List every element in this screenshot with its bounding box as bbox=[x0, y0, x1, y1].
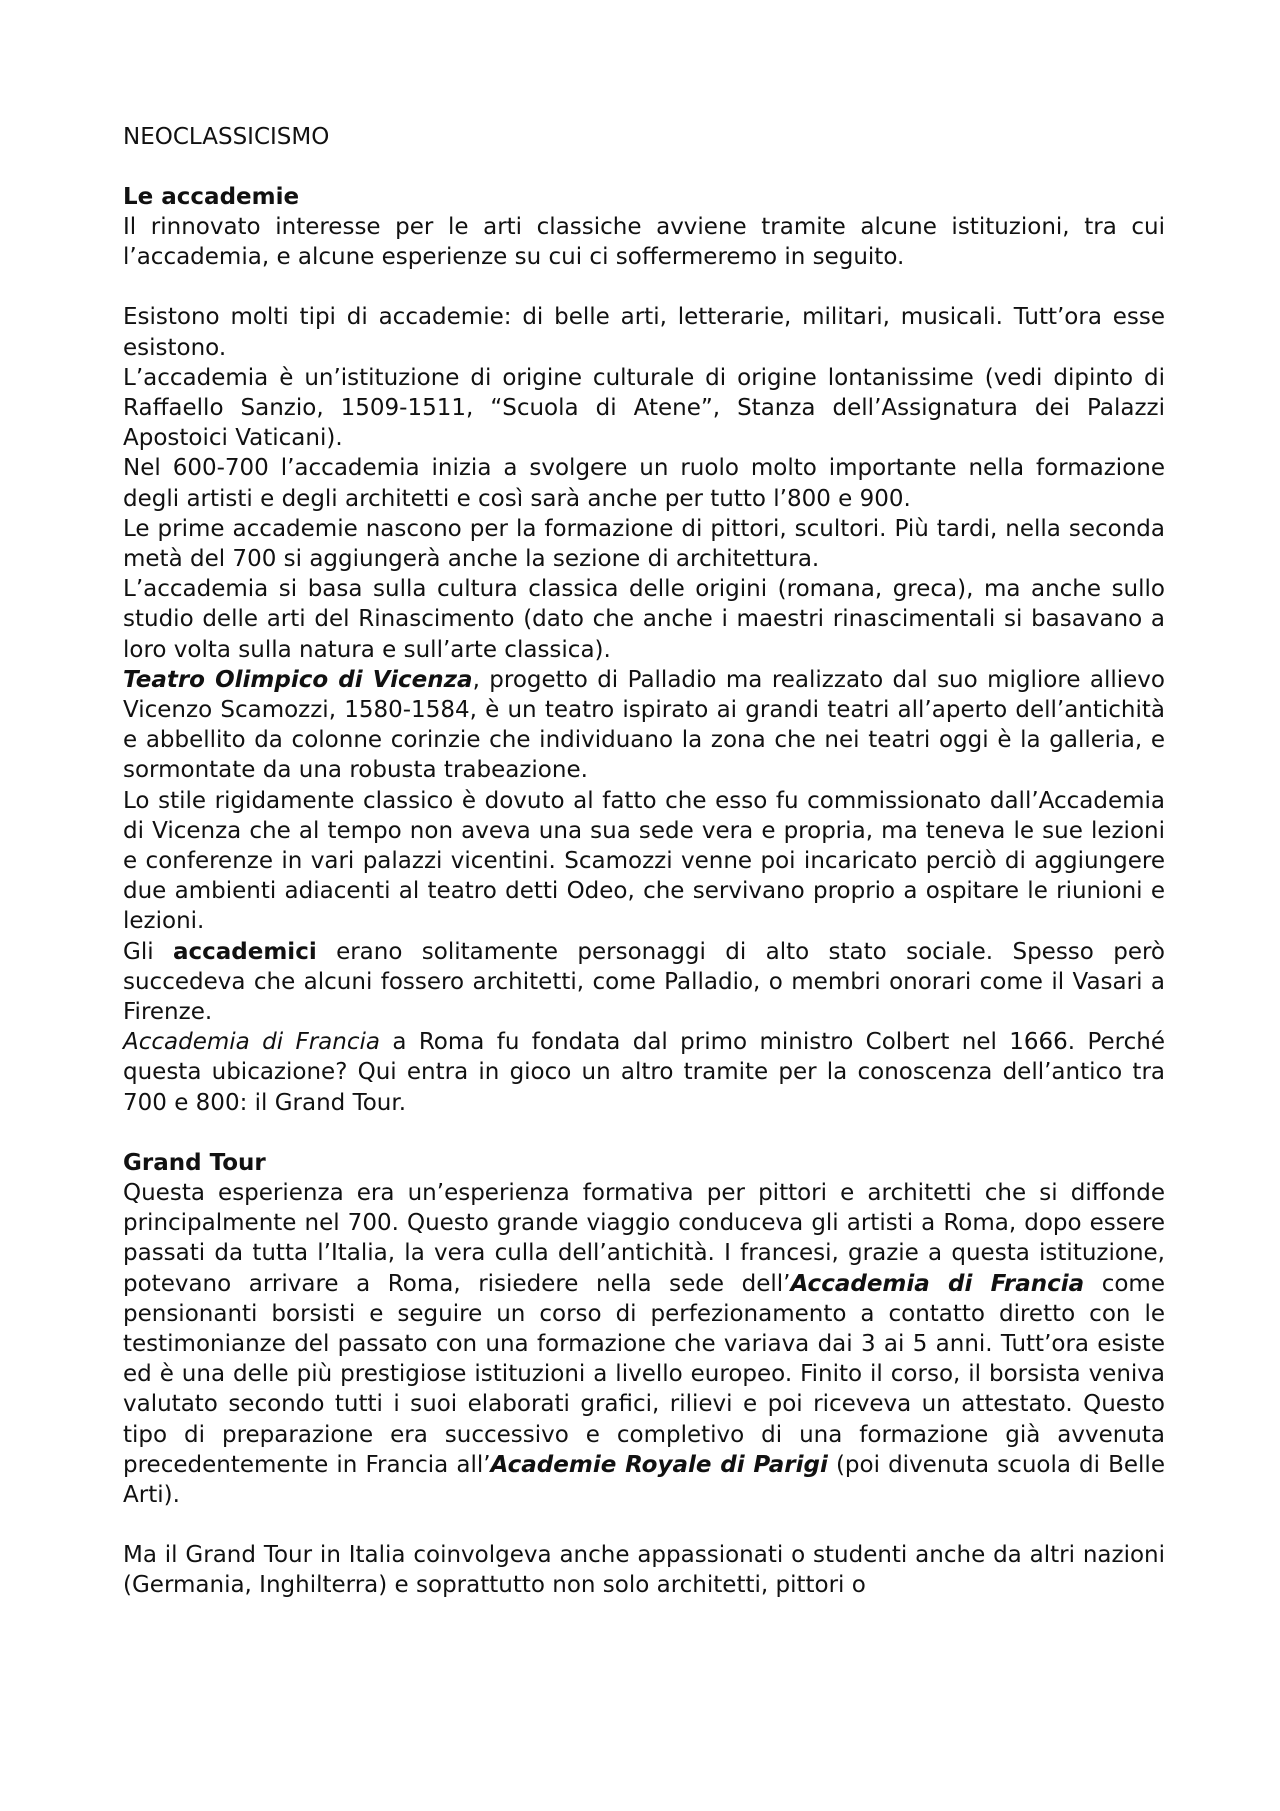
paragraph-spacer bbox=[123, 1510, 1165, 1540]
paragraph-spacer bbox=[123, 1118, 1165, 1148]
paragraph-text: come pensionanti borsisti e seguire un corso di perfezionamento a contatto diretto con le testimonianze del passato con una formazione che variava dai 3 ai 5 anni. Tutt’ora esiste ed è una delle più prestigiose istituzioni a livello europeo. Finito il corso, il borsista veniva valutato secondo tutti i suoi elaborati grafici, rilievi e poi riceveva un attestato. Questo tipo di preparazione era successivo e completivo di una formazione già avvenuta precedentemente in Francia all’ bbox=[123, 1270, 1165, 1478]
paragraph: Nel 600-700 l’accademia inizia a svolgere un ruolo molto importante nella formazione degli artisti e degli architetti e così sarà anche per tutto l’800 e 900. bbox=[123, 455, 1165, 512]
paragraph-text: erano solitamente personaggi di alto stato sociale. Spesso però succedeva che alcuni fossero architetti, come Palladio, o membri onorari come il Vasari a Firenze. bbox=[123, 938, 1165, 1026]
paragraph: Le prime accademie nascono per la formazione di pittori, scultori. Più tardi, nella seconda metà del 700 si aggiungerà anche la sezione di architettura. bbox=[123, 515, 1165, 573]
paragraph-text: Gli bbox=[123, 938, 173, 965]
paragraph-grand-tour bbox=[123, 1178, 1165, 1510]
paragraph-spacer bbox=[123, 272, 1165, 302]
paragraph-accademici bbox=[123, 937, 1165, 1028]
section-heading-accademie: Le accademie bbox=[123, 184, 300, 210]
paragraph: Lo stile rigidamente classico è dovuto al fatto che esso fu commissionato dall’Accademia di Vicenza che al tempo non aveva una sua sede vera e propria, ma teneva le sue lezioni e conferenze in vari palazzi vicentini. Scamozzi venne poi incaricato perciò di aggiungere due ambienti adiacenti al teatro detti Odeo, che servivano proprio a ospitare le riunioni e lezioni. bbox=[123, 787, 1165, 935]
paragraph-text: , progetto di Palladio ma realizzato dal suo migliore allievo Vicenzo Scamozzi, 1580-1584, è un teatro ispirato ai grandi teatri all’aperto dell’antichità e abbellito da colonne corinzie che individuano la zona che nei teatri oggi è la galleria, e sormontate da una robusta trabeazione. bbox=[123, 666, 1165, 784]
paragraph-accademia-francia bbox=[123, 1027, 1165, 1118]
section-heading-grand-tour: Grand Tour bbox=[123, 1149, 266, 1176]
document-title: NEOCLASSICISMO bbox=[123, 124, 330, 150]
paragraph-text: Questa esperienza era un’esperienza formativa per pittori e architetti che si diffonde principalmente nel 700. Questo grande viaggio conduceva gli artisti a Roma, dopo essere passati da tutta l’Italia, la vera culla dell’antichità. I francesi, grazie a questa istituzione, potevano arrivare a Roma, risiedere nella sede dell’ bbox=[123, 1179, 1165, 1297]
paragraph: L’accademia si basa sulla cultura classica delle origini (romana, greca), ma anche sullo studio delle arti del Rinascimento (dato che anche i maestri rinascimentali si basavano a loro volta sulla natura e sull’arte classica). bbox=[123, 576, 1165, 663]
paragraph: Il rinnovato interesse per le arti classiche avviene tramite alcune istituzioni, tra cui l’accademia, e alcune esperienze su cui ci soffermeremo in seguito. bbox=[123, 214, 1165, 271]
bold-term: accademici bbox=[172, 938, 317, 965]
paragraph-text: (poi divenuta scuola di Belle Arti). bbox=[123, 1451, 1165, 1508]
paragraph: Ma il Grand Tour in Italia coinvolgeva anche appassionati o studenti anche da altri nazioni (Germania, Inghilterra) e soprattutto non solo architetti, pittori o bbox=[123, 1542, 1165, 1599]
paragraph: Esistono molti tipi di accademie: di belle arti, letterarie, militari, musicali. Tutt’ora esse esistono. bbox=[123, 304, 1165, 361]
italic-term: Accademia di Francia bbox=[123, 1029, 380, 1056]
paragraph: L’accademia è un’istituzione di origine culturale di origine lontanissime (vedi dipinto di Raffaello Sanzio, 1509-1511, “Scuola di Atene”, Stanza dell’Assignatura dei Palazzi Apostoici Vaticani). bbox=[123, 364, 1165, 452]
paragraph-teatro-olimpico bbox=[123, 665, 1165, 786]
paragraph-text: a Roma fu fondata dal primo ministro Colbert nel 1666. Perché questa ubicazione? Qui entra in gioco un altro tramite per la conoscenza dell’antico tra 700 e 800: il Grand Tour. bbox=[123, 1029, 1165, 1116]
bold-italic-term: Teatro Olimpico di Vicenza bbox=[123, 666, 473, 693]
bold-italic-term: Academie Royale di Parigi bbox=[490, 1451, 828, 1478]
bold-italic-term: Accademia di Francia bbox=[790, 1270, 1085, 1297]
